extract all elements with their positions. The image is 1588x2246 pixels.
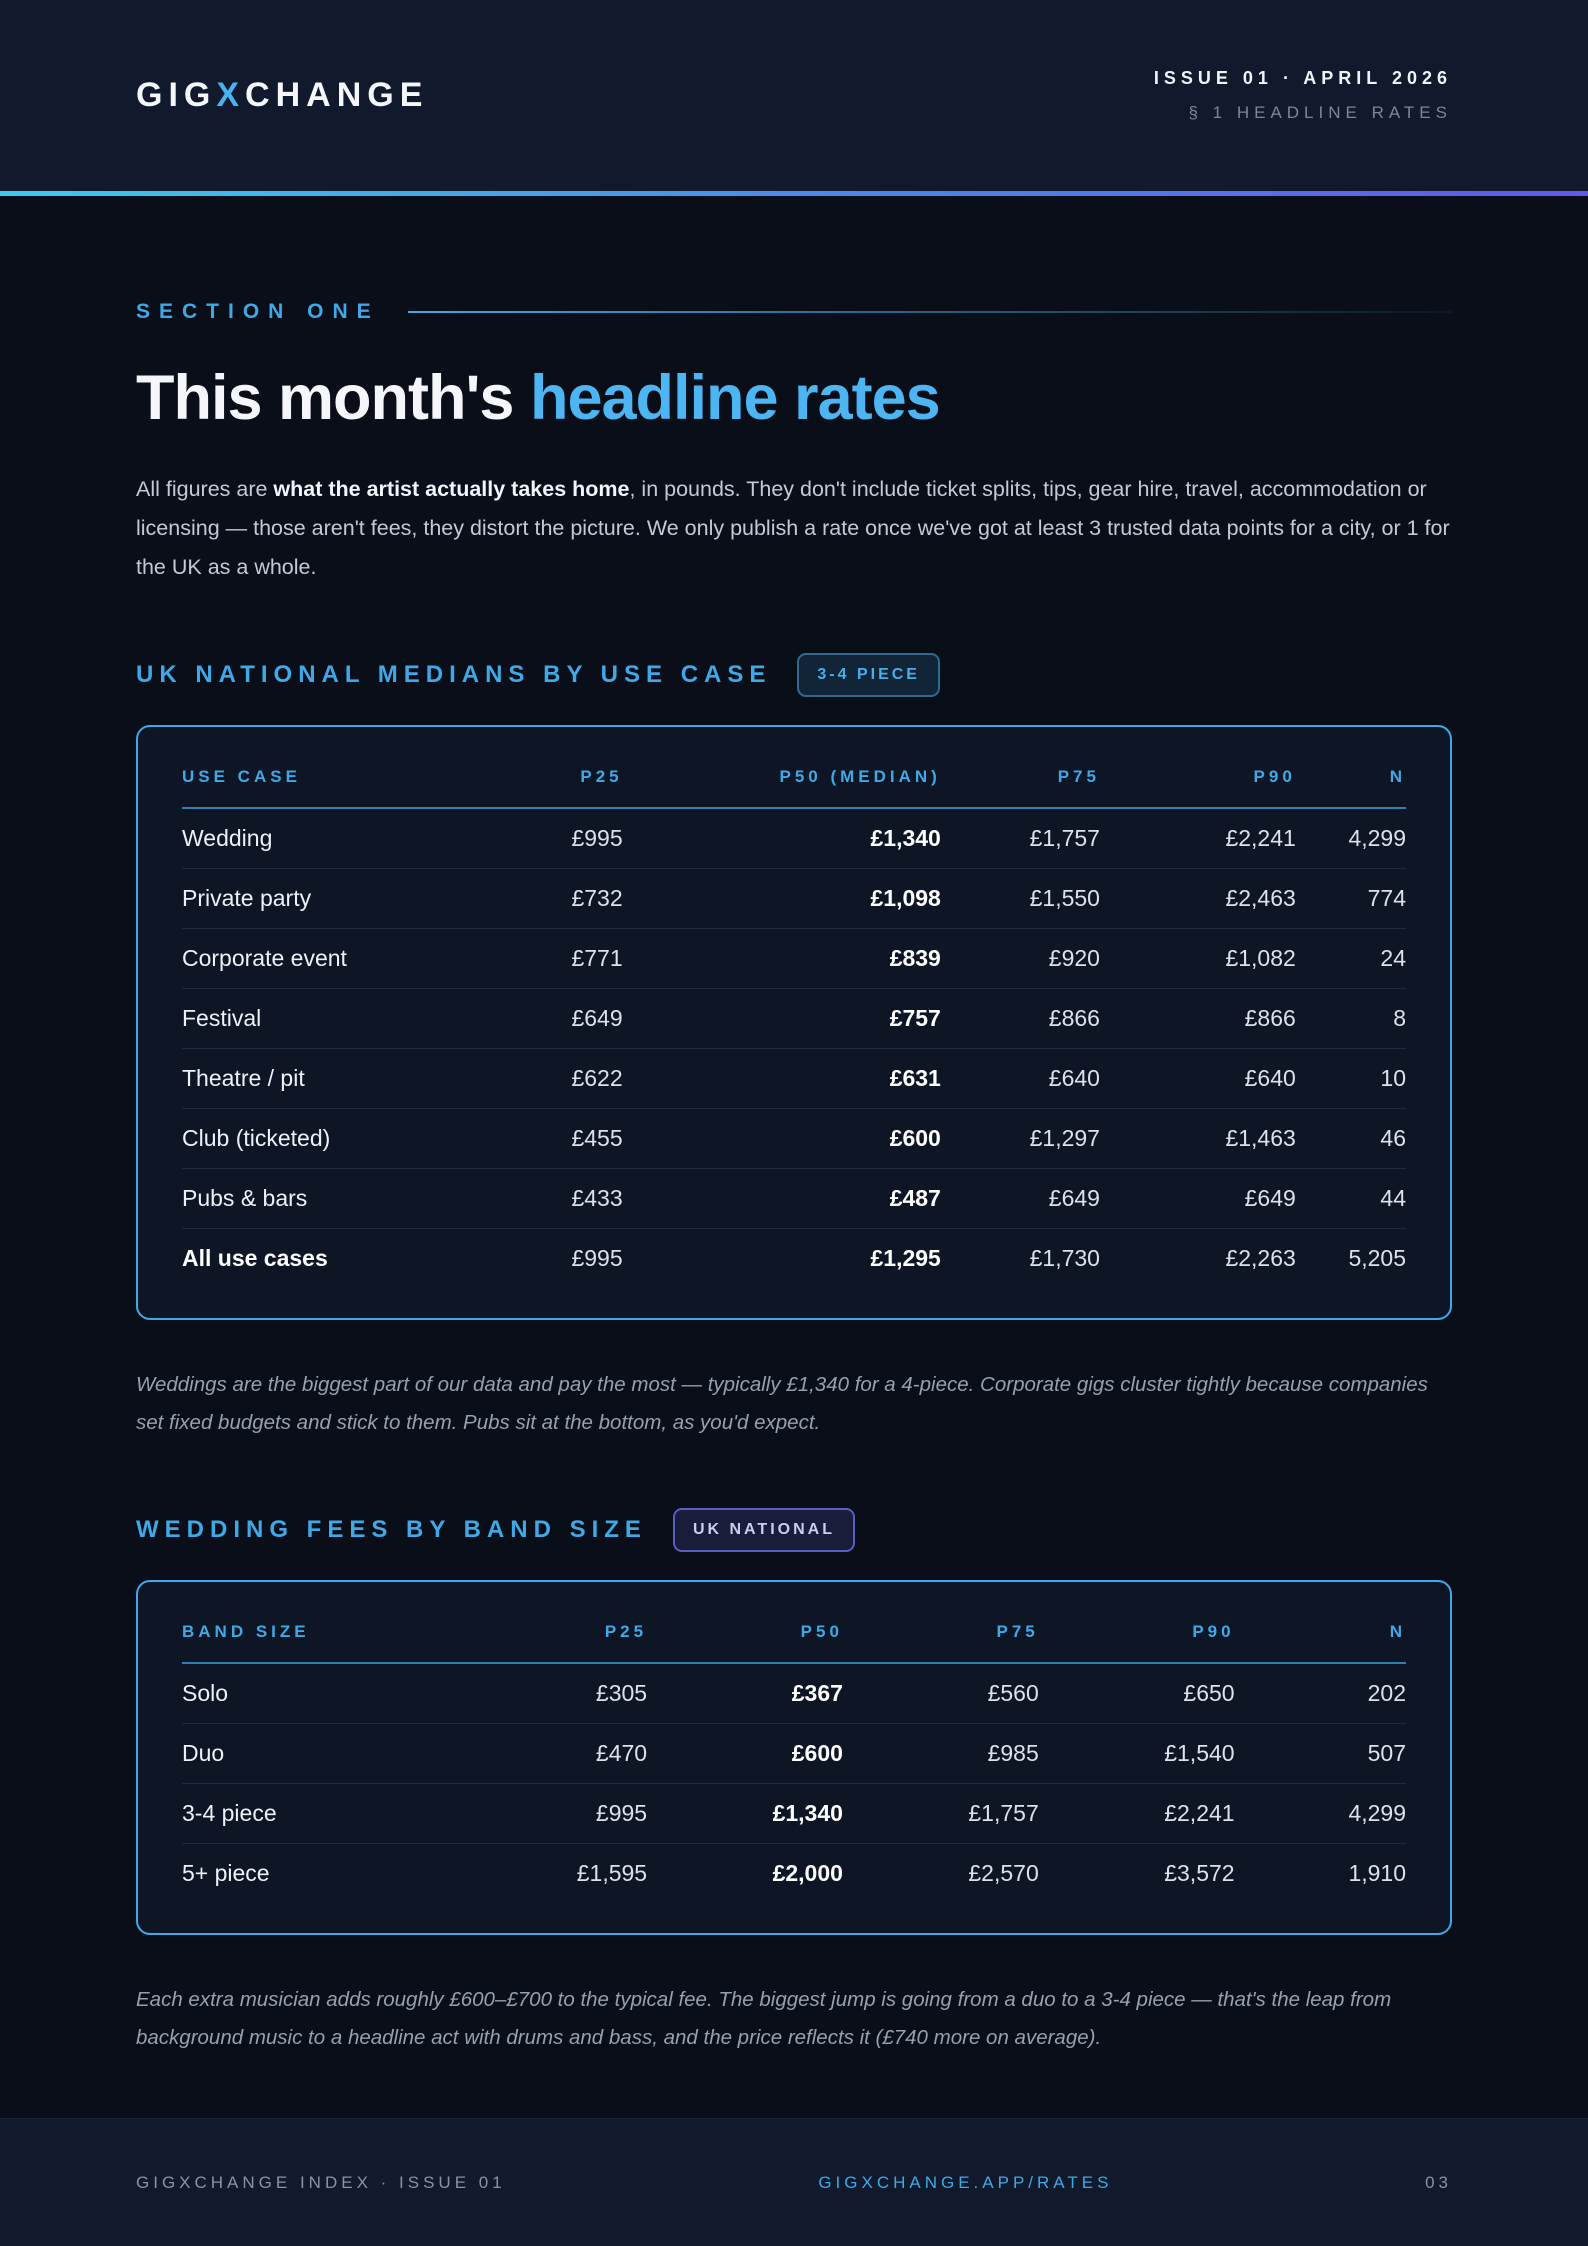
footer-issue: GIGXCHANGE INDEX · ISSUE 01 [136,2172,506,2192]
intro-bold-phrase: what the artist actually takes home [273,477,630,501]
cell-value: £1,595 [451,1844,647,1904]
cell-value: £1,757 [1029,825,1100,852]
band-size-caption: Each extra musician adds roughly £600–£700 to the typical fee. The biggest jump is going from a duo to a 3-4 piece — that's the leap from background music to a headline act with drums and bass, and the price reflects it (£740 more on average). [136,1988,1392,2050]
cell-value: £1,297 [941,1109,1100,1169]
cell-value: £649 [941,1169,1100,1229]
title-white: This month's [136,363,530,433]
cell-value: £433 [427,1169,623,1229]
cell-value: £640 [1100,1049,1296,1109]
page-main [0,196,1588,2118]
col-n: N [1235,1596,1406,1663]
title-accent: headline rates [529,363,940,433]
table-row [182,1109,1406,1169]
table-row [182,1784,1406,1844]
section-reference: § 1 HEADLINE RATES [1188,103,1452,122]
cell-value: £1,550 [941,869,1100,929]
cell-value: £649 [1100,1169,1296,1229]
use-case-table [182,741,1406,1288]
cell-value: £2,570 [843,1844,1039,1904]
cell-value: £2,241 [1039,1784,1235,1844]
cell-value: £2,241 [1225,825,1296,852]
cell-value: £839 [623,929,941,989]
logo-pre: GIG [136,76,217,114]
masthead-meta [1154,68,1452,123]
table-row [182,1724,1406,1784]
cell-value: £1,340 [870,825,941,852]
cell-value: 5,205 [1296,1229,1406,1289]
col-p25: P25 [451,1596,647,1663]
page-footer [0,2118,1588,2246]
col-n: N [1296,741,1406,808]
masthead [0,0,1588,191]
cell-value: £757 [623,989,941,1049]
cell-value: 202 [1367,1680,1406,1707]
header-row [182,741,1406,808]
cell-value: 8 [1296,989,1406,1049]
cell-value: £650 [1183,1680,1235,1707]
cell-value: £1,295 [623,1229,941,1289]
row-label: Festival [182,989,427,1049]
cell-value: £622 [427,1049,623,1109]
intro-pre: All figures are [136,477,274,501]
row-label: 3-4 piece [182,1784,451,1844]
cell-value: £1,082 [1100,929,1296,989]
cell-value: £631 [623,1049,941,1109]
cell-value: £649 [427,989,623,1049]
cell-value: £455 [427,1109,623,1169]
cell-value: £866 [941,989,1100,1049]
table-row [182,808,1406,869]
row-label: Solo [182,1680,229,1707]
cell-value: £3,572 [1039,1844,1235,1904]
band-size-table-body [182,1663,1406,1903]
col-p90: P90 [1039,1596,1235,1663]
col-p25: P25 [427,741,623,808]
cell-value: £1,757 [843,1784,1039,1844]
intro-post: , in pounds. They don't include ticket splits, tips, gear hire, travel, accommodation or licensing — those aren't fees, they distort the picture. We only publish a rate once we've got at least 3 trusted data points for a city, or 1 for the UK as a whole. [136,477,1450,580]
cell-value: £640 [941,1049,1100,1109]
cell-value: £2,000 [647,1844,843,1904]
cell-value: 4,299 [1235,1784,1406,1844]
row-label: Theatre / pit [182,1049,427,1109]
cell-value: 44 [1296,1169,1406,1229]
intro-paragraph [136,470,1452,587]
cell-value: 10 [1296,1049,1406,1109]
band-size-table-card [136,1580,1452,1935]
cell-value: £1,463 [1100,1109,1296,1169]
row-label: Wedding [182,825,273,852]
cell-value: £470 [451,1724,647,1784]
col-p75: P75 [941,741,1100,808]
page-number: 03 [1425,2172,1452,2192]
use-case-caption: Weddings are the biggest part of our data and pay the most — typically £1,340 for a 4-piece. Corporate gigs cluster tightly because companies set fixed budgets and stick to them. Pubs sit at the bottom, as you'd expect. [136,1373,1428,1435]
row-label: Corporate event [182,929,427,989]
cell-value: 774 [1296,869,1406,929]
band-size-heading-row [136,1508,1452,1552]
col-p75: P75 [843,1596,1039,1663]
col-p50: P50 [647,1596,843,1663]
header-row [182,1596,1406,1663]
cell-value: £600 [623,1109,941,1169]
use-case-heading-row [136,653,1452,697]
brand-logo [136,76,428,115]
use-case-table-head [182,741,1406,808]
issue-line: ISSUE 01 · APRIL 2026 [1153,68,1452,88]
cell-value: £1,730 [941,1229,1100,1289]
col-use-case: USE CASE [182,741,427,808]
badge-uk-national: UK NATIONAL [673,1508,855,1552]
kicker-rule [408,311,1452,313]
cell-value: £732 [427,869,623,929]
cell-value: £305 [595,1680,648,1707]
use-case-table-card [136,725,1452,1320]
band-size-table [182,1596,1406,1903]
cell-value: £920 [941,929,1100,989]
cell-value: £1,540 [1039,1724,1235,1784]
cell-value: £2,463 [1100,869,1296,929]
cell-value: 24 [1296,929,1406,989]
table-row [182,1049,1406,1109]
use-case-heading: UK NATIONAL MEDIANS BY USE CASE [136,661,772,689]
row-label: Pubs & bars [182,1169,427,1229]
table-row [182,989,1406,1049]
row-label: 5+ piece [182,1844,451,1904]
cell-value: 507 [1235,1724,1406,1784]
col-p90: P90 [1100,741,1296,808]
row-label: Duo [182,1724,451,1784]
cell-value: £2,263 [1100,1229,1296,1289]
logo-post: CHANGE [245,76,429,114]
page-title [136,362,1452,434]
cell-value: £600 [647,1724,843,1784]
table-row [182,1229,1406,1289]
section-kicker: SECTION ONE [136,300,380,323]
row-label: Private party [182,869,427,929]
table-row [182,869,1406,929]
cell-value: £866 [1100,989,1296,1049]
col-p50-median: P50 (MEDIAN) [623,741,941,808]
table-row [182,1169,1406,1229]
cell-value: £995 [427,1229,623,1289]
section-kicker-row [136,300,1452,324]
badge-3-4-piece: 3-4 PIECE [797,653,940,697]
table-row [182,929,1406,989]
cell-value: 4,299 [1348,825,1406,852]
cell-value: £995 [451,1784,647,1844]
table-row [182,1844,1406,1904]
cell-value: £995 [571,825,623,852]
row-label: All use cases [182,1229,427,1289]
band-size-table-head [182,1596,1406,1663]
cell-value: £985 [843,1724,1039,1784]
cell-value: £560 [987,1680,1039,1707]
cell-value: 1,910 [1235,1844,1406,1904]
cell-value: £1,340 [647,1784,843,1844]
band-size-heading: WEDDING FEES BY BAND SIZE [136,1516,647,1544]
cell-value: 46 [1296,1109,1406,1169]
footer-url-link[interactable]: GIGXCHANGE.APP/RATES [818,2172,1113,2192]
col-band-size: BAND SIZE [182,1596,451,1663]
row-label: Club (ticketed) [182,1109,427,1169]
table-row [182,1663,1406,1724]
use-case-table-body [182,808,1406,1288]
cell-value: £1,098 [623,869,941,929]
cell-value: £487 [623,1169,941,1229]
cell-value: £367 [791,1680,843,1707]
cell-value: £771 [427,929,623,989]
logo-accent: X [216,76,246,114]
